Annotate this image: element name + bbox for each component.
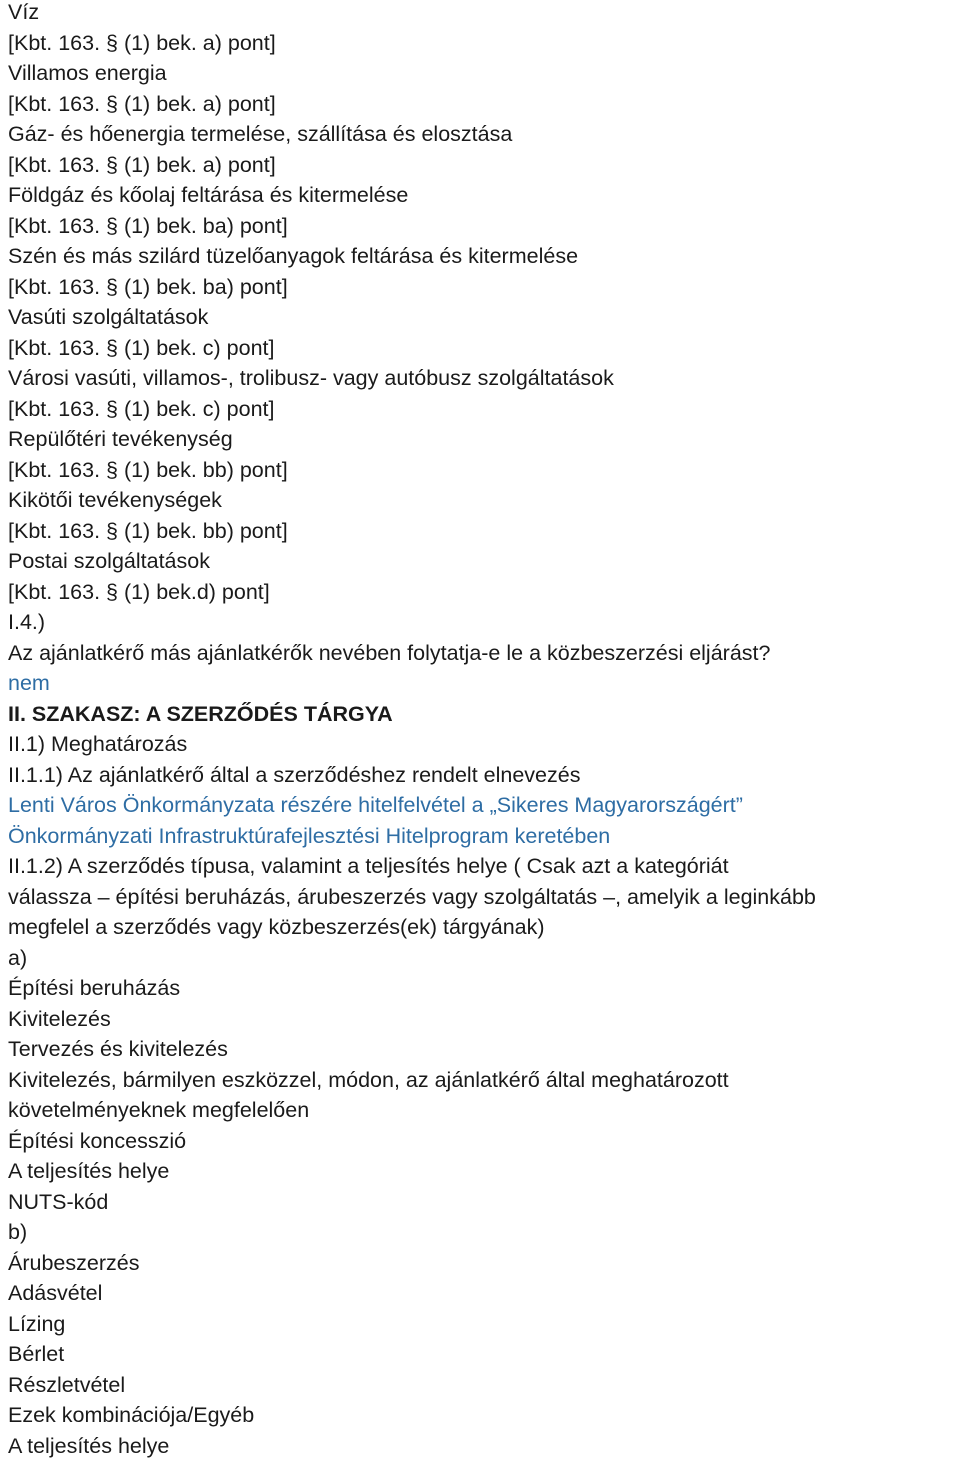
text-line: II.1.2) A szerződés típusa, valamint a teljesítés helye ( Csak azt a kategóriát (8, 851, 960, 882)
answer-text-line: Lenti Város Önkormányzata részére hitelfelvétel a „Sikeres Magyarországért” (8, 790, 960, 821)
text-line: [Kbt. 163. § (1) bek. a) pont] (8, 89, 960, 120)
text-line: [Kbt. 163. § (1) bek.d) pont] (8, 577, 960, 608)
text-line: A teljesítés helye (8, 1431, 960, 1461)
text-line: Gáz- és hőenergia termelése, szállítása és elosztása (8, 119, 960, 150)
text-line: Kikötői tevékenységek (8, 485, 960, 516)
text-line: [Kbt. 163. § (1) bek. c) pont] (8, 394, 960, 425)
text-line: Bérlet (8, 1339, 960, 1370)
text-line: [Kbt. 163. § (1) bek. bb) pont] (8, 455, 960, 486)
text-line: Víz (8, 0, 960, 28)
text-line: Ezek kombinációja/Egyéb (8, 1400, 960, 1431)
text-line: [Kbt. 163. § (1) bek. ba) pont] (8, 211, 960, 242)
text-line: II.1) Meghatározás (8, 729, 960, 760)
text-line: Az ajánlatkérő más ajánlatkérők nevében folytatja-e le a közbeszerzési eljárást? (8, 638, 960, 669)
text-line: Városi vasúti, villamos-, trolibusz- vagy autóbusz szolgáltatások (8, 363, 960, 394)
text-line: Adásvétel (8, 1278, 960, 1309)
text-line: Árubeszerzés (8, 1248, 960, 1279)
text-line: [Kbt. 163. § (1) bek. bb) pont] (8, 516, 960, 547)
text-line: Részletvétel (8, 1370, 960, 1401)
text-line: Építési beruházás (8, 973, 960, 1004)
text-line: Repülőtéri tevékenység (8, 424, 960, 455)
text-line: Lízing (8, 1309, 960, 1340)
text-line: Kivitelezés (8, 1004, 960, 1035)
answer-text-line: Önkormányzati Infrastruktúrafejlesztési Hitelprogram keretében (8, 821, 960, 852)
text-line: [Kbt. 163. § (1) bek. c) pont] (8, 333, 960, 364)
text-line: Építési koncesszió (8, 1126, 960, 1157)
text-line: Vasúti szolgáltatások (8, 302, 960, 333)
text-line: [Kbt. 163. § (1) bek. a) pont] (8, 150, 960, 181)
text-line: válassza – építési beruházás, árubeszerzés vagy szolgáltatás –, amelyik a leginkább (8, 882, 960, 913)
text-line: A teljesítés helye (8, 1156, 960, 1187)
text-line: II.1.1) Az ajánlatkérő által a szerződéshez rendelt elnevezés (8, 760, 960, 791)
text-line: Tervezés és kivitelezés (8, 1034, 960, 1065)
text-line: [Kbt. 163. § (1) bek. ba) pont] (8, 272, 960, 303)
text-line: Kivitelezés, bármilyen eszközzel, módon, az ajánlatkérő által meghatározott (8, 1065, 960, 1096)
text-line: a) (8, 943, 960, 974)
text-line: b) (8, 1217, 960, 1248)
text-line: Villamos energia (8, 58, 960, 89)
section-heading: II. SZAKASZ: A SZERZŐDÉS TÁRGYA (8, 699, 960, 730)
text-line: megfelel a szerződés vagy közbeszerzés(ek) tárgyának) (8, 912, 960, 943)
text-line: követelményeknek megfelelően (8, 1095, 960, 1126)
text-line: Földgáz és kőolaj feltárása és kitermelése (8, 180, 960, 211)
text-line: [Kbt. 163. § (1) bek. a) pont] (8, 28, 960, 59)
document-body (8, 0, 960, 1461)
text-line: I.4.) (8, 607, 960, 638)
text-line: NUTS-kód (8, 1187, 960, 1218)
text-line: Szén és más szilárd tüzelőanyagok feltárása és kitermelése (8, 241, 960, 272)
text-line: Postai szolgáltatások (8, 546, 960, 577)
answer-text-line: nem (8, 668, 960, 699)
